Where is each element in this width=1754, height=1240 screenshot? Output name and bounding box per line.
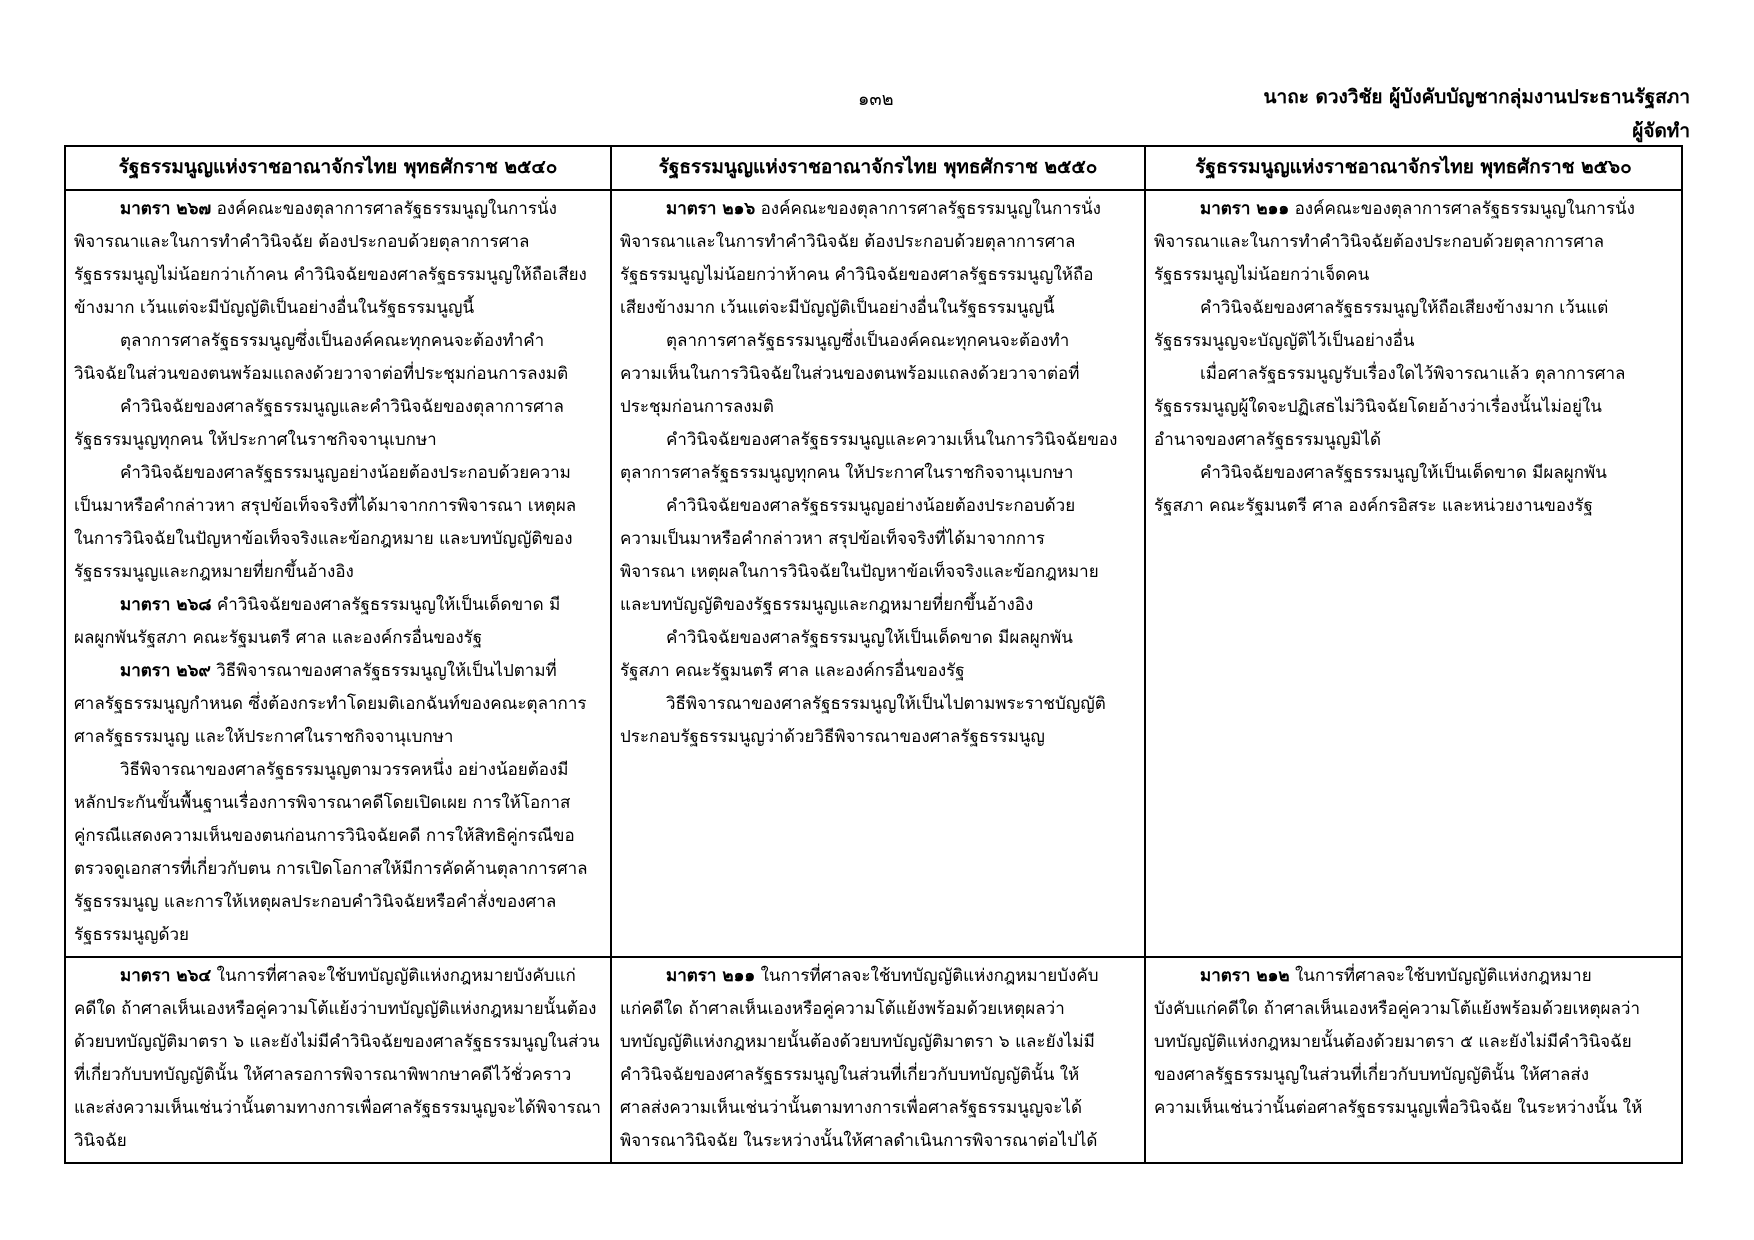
text-line	[74, 424, 602, 457]
line-text: บทบัญญัติแห่งกฎหมายนั้นต้องด้วยบทบัญญัติมาตรา ๖ และยังไม่มี	[620, 1032, 1095, 1052]
line-text: ในการที่ศาลจะใช้บทบัญญัติแห่งกฎหมายบังคับแก่	[211, 966, 576, 986]
text-line	[620, 721, 1136, 754]
text-line	[74, 589, 602, 622]
text-line	[74, 490, 602, 523]
text-line	[74, 960, 602, 993]
line-text: ความเห็นเช่นว่านั้นต่อศาลรัฐธรรมนูญเพื่อวินิจฉัย ในระหว่างนั้น ให้	[1154, 1098, 1643, 1118]
column-header-2550: รัฐธรรมนูญแห่งราชอาณาจักรไทย พุทธศักราช ๒๕๕๐	[611, 146, 1145, 190]
text-line	[620, 391, 1136, 424]
page-number: ๑๓๒	[858, 89, 894, 110]
text-line	[1154, 993, 1673, 1026]
line-text: ศาลรัฐธรรมนูญ และให้ประกาศในราชกิจจานุเบกษา	[74, 727, 454, 747]
line-text: รัฐธรรมนูญไม่น้อยกว่าห้าคน คำวินิจฉัยของศาลรัฐธรรมนูญให้ถือ	[620, 265, 1094, 285]
text-line	[620, 556, 1136, 589]
line-text: รัฐสภา คณะรัฐมนตรี ศาล องค์กรอิสระ และหน่วยงานของรัฐ	[1154, 496, 1593, 516]
line-text: รัฐธรรมนูญทุกคน ให้ประกาศในราชกิจจานุเบกษา	[74, 430, 437, 450]
text-line	[620, 655, 1136, 688]
text-line	[74, 655, 602, 688]
text-line	[74, 457, 602, 490]
text-line	[74, 754, 602, 787]
text-line	[74, 1092, 602, 1125]
line-text: ประกอบรัฐธรรมนูญว่าด้วยวิธีพิจารณาของศาลรัฐธรรมนูญ	[620, 727, 1045, 747]
line-text: ศาลรัฐธรรมนูญกำหนด ซึ่งต้องกระทำโดยมติเอกฉันท์ของคณะตุลาการ	[74, 694, 587, 714]
line-text: รัฐธรรมนูญผู้ใดจะปฏิเสธไม่วินิจฉัยโดยอ้างว่าเรื่องนั้นไม่อยู่ใน	[1154, 397, 1602, 417]
text-line	[620, 292, 1136, 325]
section-label: มาตรา ๒๑๑	[666, 966, 756, 986]
text-line	[620, 993, 1136, 1026]
line-text: องค์คณะของตุลาการศาลรัฐธรรมนูญในการนั่ง	[211, 199, 557, 219]
text-line	[620, 1125, 1136, 1158]
comparison-table	[64, 145, 1683, 1164]
line-text: ของศาลรัฐธรรมนูญในส่วนที่เกี่ยวกับบทบัญญัตินั้น ให้ศาลส่ง	[1154, 1065, 1590, 1085]
line-text: คู่กรณีแสดงความเห็นของตนก่อนการวินิจฉัยคดี การให้สิทธิคู่กรณีขอ	[74, 826, 575, 846]
line-text: คำวินิจฉัยของศาลรัฐธรรมนูญและคำวินิจฉัยของตุลาการศาล	[120, 397, 564, 417]
text-line	[74, 259, 602, 292]
line-text: ประชุมก่อนการลงมติ	[620, 397, 774, 417]
cell-2540	[65, 957, 611, 1163]
section-label: มาตรา ๒๖๘	[120, 595, 212, 615]
text-line	[1154, 292, 1673, 325]
text-line	[74, 688, 602, 721]
text-line	[620, 688, 1136, 721]
line-text: ตุลาการศาลรัฐธรรมนูญซึ่งเป็นองค์คณะทุกคนจะต้องทำ	[666, 331, 1070, 351]
line-text: ข้างมาก เว้นแต่จะมีบัญญัติเป็นอย่างอื่นในรัฐธรรมนูญนี้	[74, 298, 475, 318]
line-text: พิจารณาวินิจฉัย ในระหว่างนั้นให้ศาลดำเนินการพิจารณาต่อไปได้	[620, 1131, 1098, 1151]
text-line	[74, 853, 602, 886]
line-text: รัฐธรรมนูญด้วย	[74, 925, 190, 945]
line-text: บทบัญญัติแห่งกฎหมายนั้นต้องด้วยมาตรา ๕ และยังไม่มีคำวินิจฉัย	[1154, 1032, 1632, 1052]
text-line	[620, 1059, 1136, 1092]
section-label: มาตรา ๒๖๔	[120, 966, 212, 986]
cell-2560	[1145, 190, 1682, 957]
cell-2560	[1145, 957, 1682, 1163]
line-text: รัฐธรรมนูญ และการให้เหตุผลประกอบคำวินิจฉัยหรือคำสั่งของศาล	[74, 892, 557, 912]
text-line	[74, 886, 602, 919]
section-label: มาตรา ๒๑๖	[666, 199, 756, 219]
text-line	[74, 292, 602, 325]
text-line	[620, 424, 1136, 457]
line-text: คำวินิจฉัยของศาลรัฐธรรมนูญอย่างน้อยต้องประกอบด้วย	[666, 496, 1076, 516]
line-text: รัฐธรรมนูญจะบัญญัติไว้เป็นอย่างอื่น	[1154, 331, 1415, 351]
line-text: คำวินิจฉัยของศาลรัฐธรรมนูญให้เป็นเด็ดขาด มีผลผูกพัน	[666, 628, 1073, 648]
line-text: วินิจฉัย	[74, 1131, 127, 1151]
line-text: องค์คณะของตุลาการศาลรัฐธรรมนูญในการนั่ง	[755, 199, 1101, 219]
text-line	[1154, 391, 1673, 424]
text-line	[620, 358, 1136, 391]
text-line	[74, 820, 602, 853]
text-line	[620, 259, 1136, 292]
line-text: คำวินิจฉัยของศาลรัฐธรรมนูญอย่างน้อยต้องประกอบด้วยความ	[120, 463, 571, 483]
text-line	[620, 589, 1136, 622]
text-line	[620, 226, 1136, 259]
line-text: วินิจฉัยในส่วนของตนพร้อมแถลงด้วยวาจาต่อที่ประชุมก่อนการลงมติ	[74, 364, 569, 384]
line-text: พิจารณา เหตุผลในการวินิจฉัยในปัญหาข้อเท็จจริงและข้อกฎหมาย	[620, 562, 1099, 582]
line-text: ความเห็นในการวินิจฉัยในส่วนของตนพร้อมแถลงด้วยวาจาต่อที่	[620, 364, 1080, 384]
text-line	[1154, 226, 1673, 259]
line-text: ผลผูกพันรัฐสภา คณะรัฐมนตรี ศาล และองค์กรอื่นของรัฐ	[74, 628, 483, 648]
line-text: คำวินิจฉัยของศาลรัฐธรรมนูญในส่วนที่เกี่ยวกับบทบัญญัตินั้น ให้	[620, 1065, 1080, 1085]
line-text: วิธีพิจารณาของศาลรัฐธรรมนูญให้เป็นไปตามพระราชบัญญัติ	[666, 694, 1106, 714]
text-line	[74, 391, 602, 424]
text-line	[1154, 457, 1673, 490]
text-line	[74, 325, 602, 358]
text-line	[620, 490, 1136, 523]
section-label: มาตรา ๒๖๙	[120, 661, 211, 681]
text-line	[1154, 193, 1673, 226]
text-line	[620, 325, 1136, 358]
cell-2540	[65, 190, 611, 957]
line-text: คำวินิจฉัยของศาลรัฐธรรมนูญให้เป็นเด็ดขาด มี	[211, 595, 561, 615]
line-text: คดีใด ถ้าศาลเห็นเองหรือคู่ความโต้แย้งว่าบทบัญญัติแห่งกฎหมายนั้นต้อง	[74, 999, 597, 1019]
section-label: มาตรา ๒๑๒	[1200, 966, 1290, 986]
text-line	[74, 919, 602, 952]
text-line	[74, 622, 602, 655]
text-line	[74, 193, 602, 226]
cell-2550	[611, 957, 1145, 1163]
line-text: ด้วยบทบัญญัติมาตรา ๖ และยังไม่มีคำวินิจฉัยของศาลรัฐธรรมนูญในส่วน	[74, 1032, 600, 1052]
text-line	[74, 226, 602, 259]
line-text: อำนาจของศาลรัฐธรรมนูญมิได้	[1154, 430, 1382, 450]
line-text: แก่คดีใด ถ้าศาลเห็นเองหรือคู่ความโต้แย้งพร้อมด้วยเหตุผลว่า	[620, 999, 1065, 1019]
text-line	[620, 1026, 1136, 1059]
line-text: ตุลาการศาลรัฐธรรมนูญซึ่งเป็นองค์คณะทุกคนจะต้องทำคำ	[120, 331, 545, 351]
line-text: ตรวจดูเอกสารที่เกี่ยวกับตน การเปิดโอกาสให้มีการคัดค้านตุลาการศาล	[74, 859, 588, 879]
text-line	[1154, 325, 1673, 358]
column-header-2560: รัฐธรรมนูญแห่งราชอาณาจักรไทย พุทธศักราช ๒๕๖๐	[1145, 146, 1682, 190]
author-name: นาถะ ดวงวิชัย ผู้บังคับบัญชากลุ่มงานประธานรัฐสภา	[1263, 86, 1690, 108]
line-text: บังคับแก่คดีใด ถ้าศาลเห็นเองหรือคู่ความโต้แย้งพร้อมด้วยเหตุผลว่า	[1154, 999, 1641, 1019]
line-text: และบทบัญญัติของรัฐธรรมนูญและกฎหมายที่ยกขึ้นอ้างอิง	[620, 595, 1034, 615]
line-text: ในการที่ศาลจะใช้บทบัญญัติแห่งกฎหมายบังคับ	[755, 966, 1099, 986]
line-text: คำวินิจฉัยของศาลรัฐธรรมนูญและความเห็นในการวินิจฉัยของ	[666, 430, 1118, 450]
text-line	[620, 622, 1136, 655]
author-block	[1264, 80, 1690, 148]
text-line	[620, 523, 1136, 556]
text-line	[74, 523, 602, 556]
text-line	[620, 960, 1136, 993]
text-line	[620, 193, 1136, 226]
line-text: และส่งความเห็นเช่นว่านั้นตามทางการเพื่อศาลรัฐธรรมนูญจะได้พิจารณา	[74, 1098, 601, 1118]
text-line	[74, 1125, 602, 1158]
text-line	[74, 556, 602, 589]
column-header-2540: รัฐธรรมนูญแห่งราชอาณาจักรไทย พุทธศักราช ๒๕๔๐	[65, 146, 611, 190]
text-line	[1154, 1026, 1673, 1059]
table-header-row	[65, 146, 1682, 190]
line-text: รัฐสภา คณะรัฐมนตรี ศาล และองค์กรอื่นของรัฐ	[620, 661, 965, 681]
line-text: วิธีพิจารณาของศาลรัฐธรรมนูญตามวรรคหนึ่ง อย่างน้อยต้องมี	[120, 760, 569, 780]
author-role: ผู้จัดทำ	[1632, 120, 1690, 142]
text-line	[620, 1092, 1136, 1125]
line-text: ที่เกี่ยวกับบทบัญญัตินั้น ให้ศาลรอการพิจารณาพิพากษาคดีไว้ชั่วคราว	[74, 1065, 572, 1085]
line-text: รัฐธรรมนูญไม่น้อยกว่าเจ็ดคน	[1154, 265, 1370, 285]
line-text: ความเป็นมาหรือคำกล่าวหา สรุปข้อเท็จจริงที่ได้มาจากการ	[620, 529, 1045, 549]
cell-2550	[611, 190, 1145, 957]
line-text: รัฐธรรมนูญและกฎหมายที่ยกขึ้นอ้างอิง	[74, 562, 354, 582]
line-text: รัฐธรรมนูญไม่น้อยกว่าเก้าคน คำวินิจฉัยของศาลรัฐธรรมนูญให้ถือเสียง	[74, 265, 587, 285]
section-label: มาตรา ๒๑๑	[1200, 199, 1290, 219]
line-text: หลักประกันขั้นพื้นฐานเรื่องการพิจารณาคดีโดยเปิดเผย การให้โอกาส	[74, 793, 571, 813]
section-label: มาตรา ๒๖๗	[120, 199, 212, 219]
text-line	[1154, 1059, 1673, 1092]
text-line	[1154, 259, 1673, 292]
text-line	[74, 721, 602, 754]
line-text: ในการวินิจฉัยในปัญหาข้อเท็จจริงและข้อกฎหมาย และบทบัญญัติของ	[74, 529, 573, 549]
line-text: ตุลาการศาลรัฐธรรมนูญทุกคน ให้ประกาศในราชกิจจานุเบกษา	[620, 463, 1074, 483]
line-text: คำวินิจฉัยของศาลรัฐธรรมนูญให้เป็นเด็ดขาด มีผลผูกพัน	[1200, 463, 1607, 483]
text-line	[74, 1059, 602, 1092]
line-text: เมื่อศาลรัฐธรรมนูญรับเรื่องใดไว้พิจารณาแล้ว ตุลาการศาล	[1200, 364, 1626, 384]
text-line	[74, 787, 602, 820]
table-row	[65, 957, 1682, 1163]
line-text: พิจารณาและในการทำคำวินิจฉัย ต้องประกอบด้วยตุลาการศาล	[74, 232, 530, 252]
line-text: ในการที่ศาลจะใช้บทบัญญัติแห่งกฎหมาย	[1289, 966, 1592, 986]
line-text: พิจารณาและในการทำคำวินิจฉัยต้องประกอบด้วยตุลาการศาล	[1154, 232, 1605, 252]
line-text: ศาลส่งความเห็นเช่นว่านั้นตามทางการเพื่อศาลรัฐธรรมนูญจะได้	[620, 1098, 1082, 1118]
text-line	[74, 1026, 602, 1059]
text-line	[1154, 358, 1673, 391]
text-line	[1154, 424, 1673, 457]
table-row	[65, 190, 1682, 957]
text-line	[74, 993, 602, 1026]
line-text: องค์คณะของตุลาการศาลรัฐธรรมนูญในการนั่ง	[1289, 199, 1635, 219]
line-text: วิธีพิจารณาของศาลรัฐธรรมนูญให้เป็นไปตามที่	[210, 661, 557, 681]
text-line	[1154, 490, 1673, 523]
line-text: เสียงข้างมาก เว้นแต่จะมีบัญญัติเป็นอย่างอื่นในรัฐธรรมนูญนี้	[620, 298, 1055, 318]
text-line	[1154, 1092, 1673, 1125]
line-text: พิจารณาและในการทำคำวินิจฉัย ต้องประกอบด้วยตุลาการศาล	[620, 232, 1076, 252]
line-text: เป็นมาหรือคำกล่าวหา สรุปข้อเท็จจริงที่ได้มาจากการพิจารณา เหตุผล	[74, 496, 577, 516]
line-text: คำวินิจฉัยของศาลรัฐธรรมนูญให้ถือเสียงข้างมาก เว้นแต่	[1200, 298, 1609, 318]
text-line	[620, 457, 1136, 490]
text-line	[1154, 960, 1673, 993]
text-line	[74, 358, 602, 391]
